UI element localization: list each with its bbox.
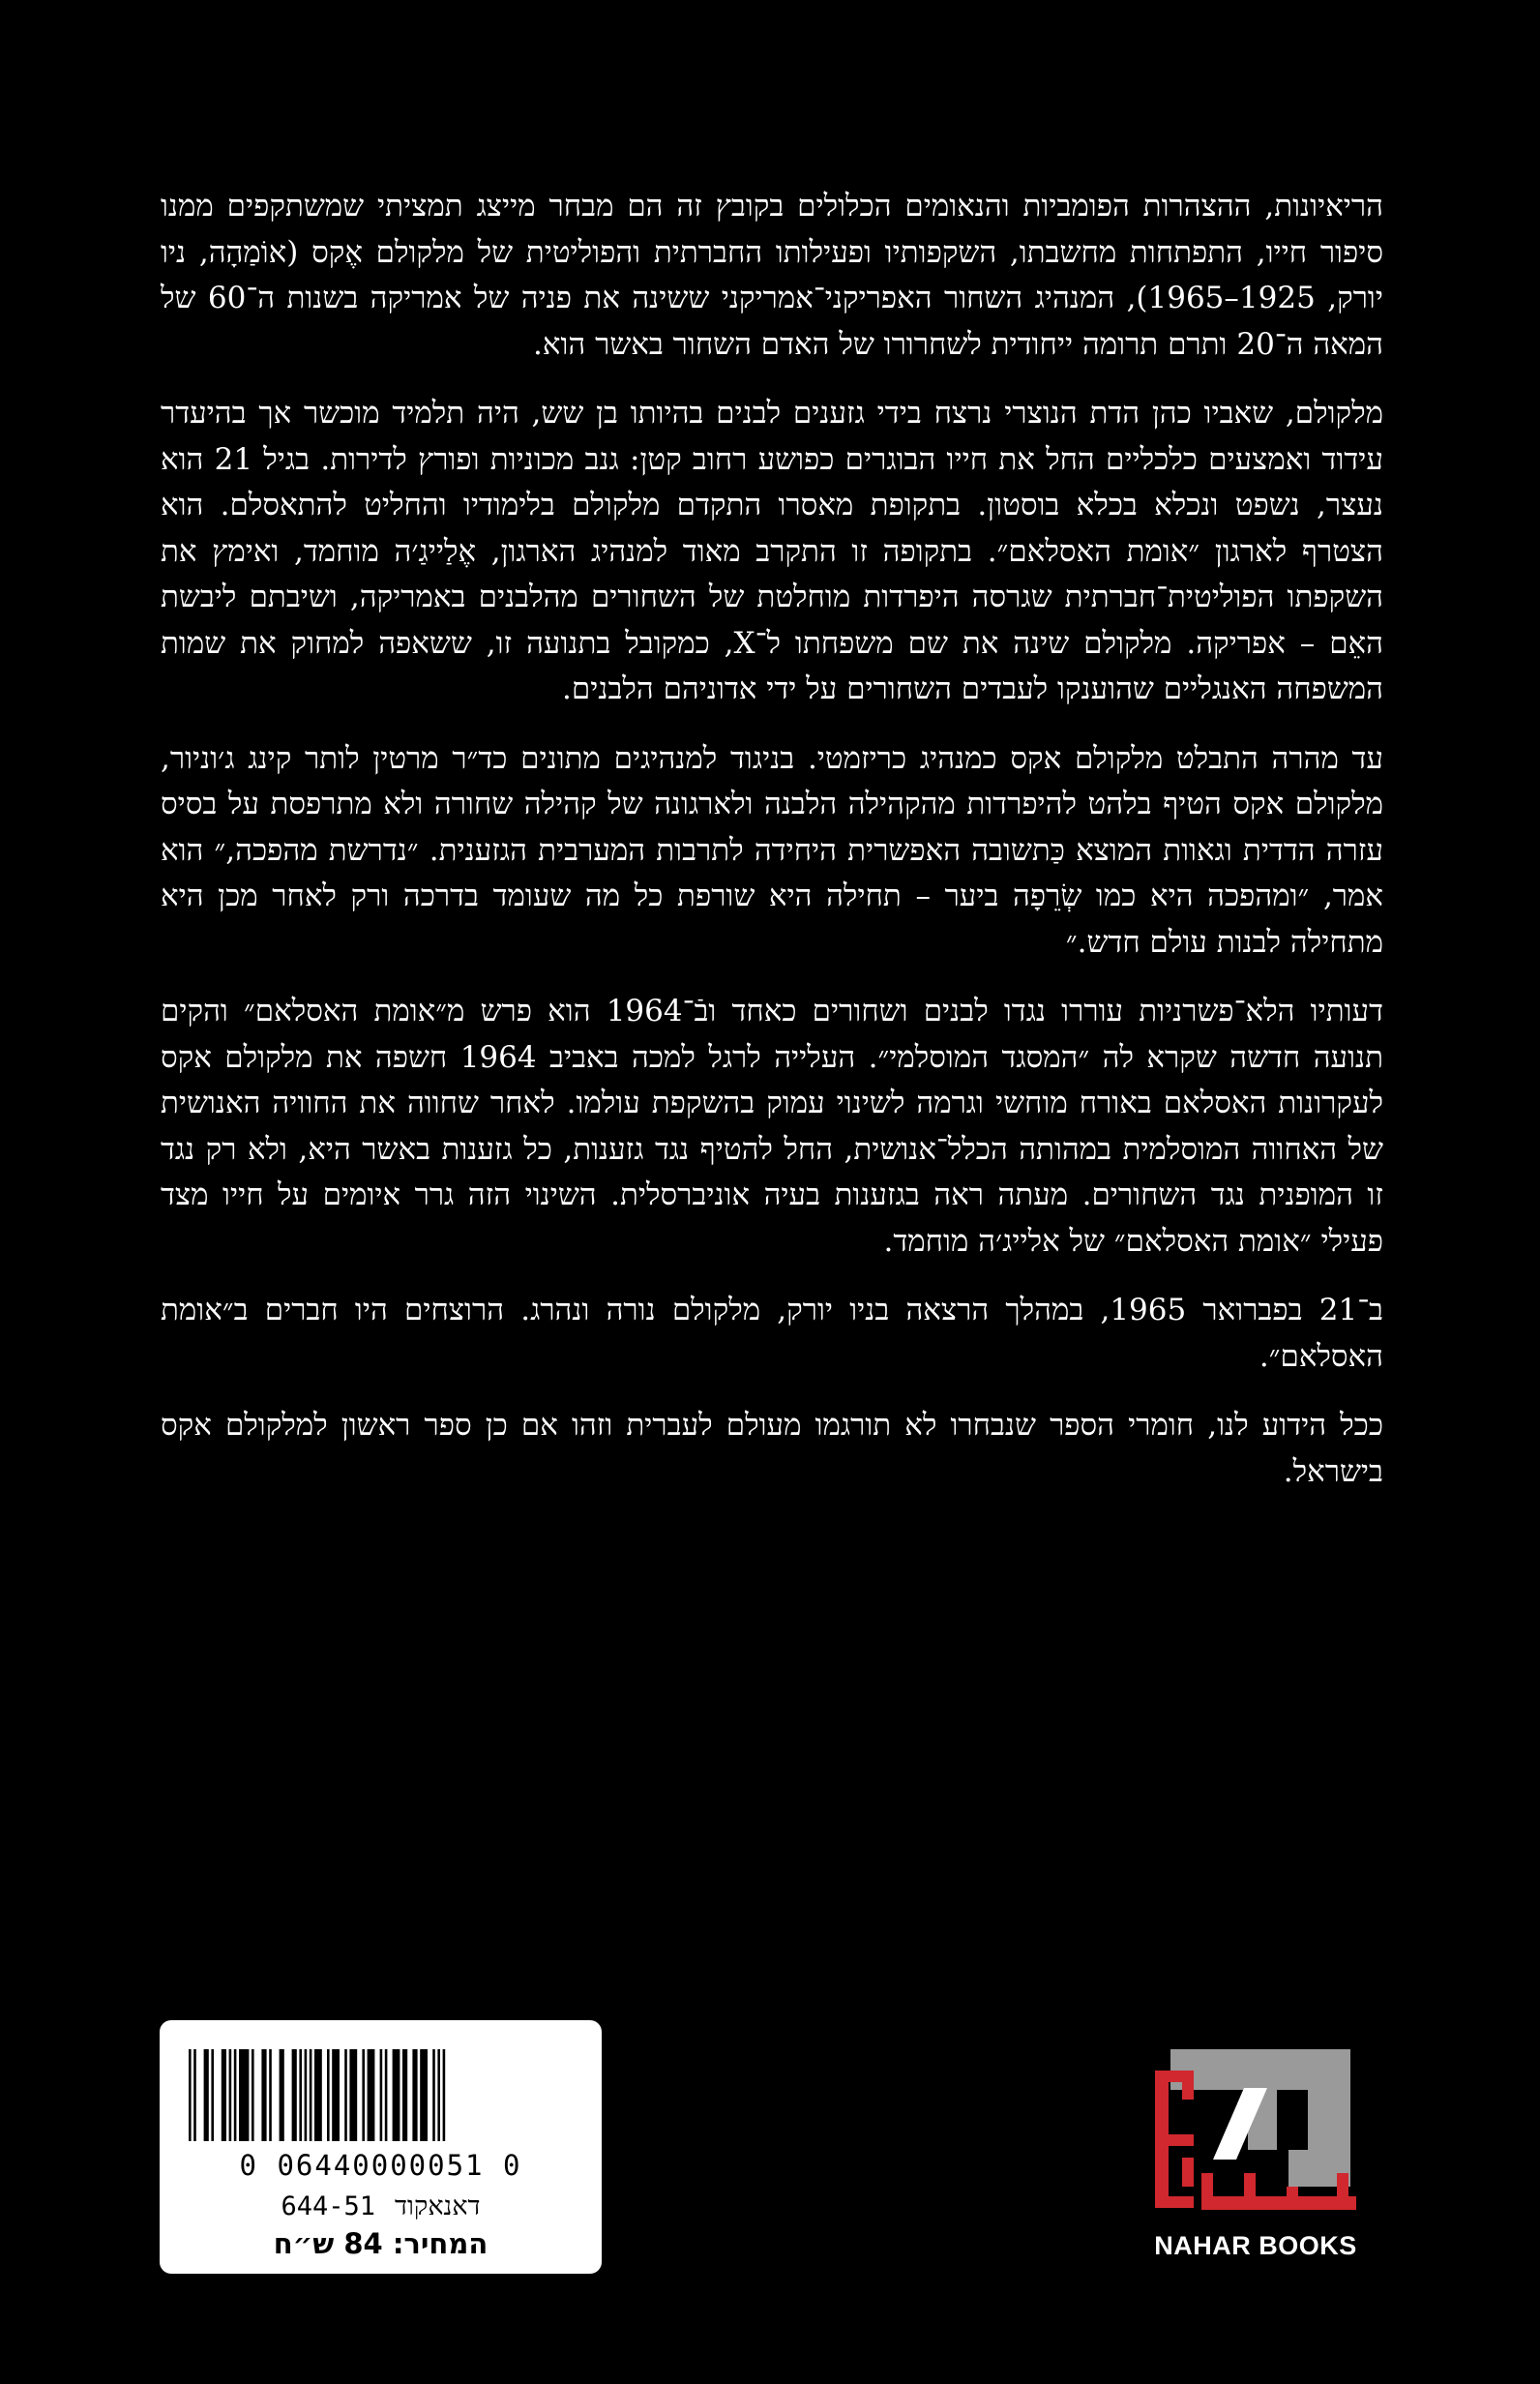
paragraph-transformation: דעותיו הלא־פשרניות עוררו נגדו לבנים ושחורים כאחד ובֿ־1964 הוא פרש מ״אומת האסלאם״ והקים תנועה חדשה שקרא לה ״המסגד המוסלמי״. העלייה לרגל למכה באביב 1964 חשפה את מלקולם אקס לעקרונות האסלאם באורח מוחשי וגרמה לשינוי עמוק בהשקפת עולמו. לאחר שחווה את החוויה האנושית של האחווה המוסלמית במהותה הכלל־אנושית, החל להטיף נגד גזענות, כל גזענות באשר היא, ולא רק נגד זו המופנית נגד השחורים. מעתה ראה בגזענות בעיה אוניברסלית. השינוי הזה גרר איומים על חייו מצד פעילי ״אומת האסלאם״ של אלייג׳ה מוחמד. bbox=[161, 994, 1383, 1259]
barcode-number: 0 06440000051 0 bbox=[239, 2149, 522, 2182]
paragraph-closing: ככל הידוע לנו, חומרי הספר שנבחרו לא תורגמו מעולם לעברית וזהו אם כן ספר ראשון למלקולם אקס בישראל. bbox=[161, 1408, 1383, 1489]
price-label: המחיר: 84 ש״ח bbox=[273, 2227, 489, 2260]
product-code-value: 644-51 bbox=[281, 2191, 376, 2221]
publisher-name: NAHAR BOOKS bbox=[1154, 2231, 1357, 2260]
product-code-label: דאנאקוד bbox=[395, 2191, 481, 2221]
paragraph-assassination: ב־21 בפברואר 1965, במהלך הרצאה בניו יורק, מלקולם נורה ונהרג. הרוצחים היו חברים ב״אומת האסלאם״. bbox=[161, 1293, 1383, 1374]
publisher-logo bbox=[1143, 2041, 1368, 2274]
paragraph-leadership: עד מהרה התבלט מלקולם אקס כמנהיג כריזמטי. בניגוד למנהיגים מתונים כד״ר מרטין לותר קינג ג׳וניור, מלקולם אקס הטיף בלהט להיפרדות מהקהילה הלבנה ולארגונה של קהילה שחורה ולא מתרפסת על בסיס עזרה הדדית וגאוות המוצא כַּתשובה האפשרית היחידה לתרבות המערבית הגזענית. ״נדרשת מהפכה,״ הוא אמר, ״ומהפכה היא כמו שְׂרֵפָה ביער – תחילה היא שורפת כל מה שעומד בדרכה ורק לאחר מכן היא מתחילה לבנות עולם חדש.״ bbox=[161, 740, 1383, 960]
nahar-logo-icon bbox=[1143, 2041, 1368, 2225]
back-cover-text bbox=[161, 184, 1383, 1518]
paragraph-early-life: מלקולם, שאביו כהן הדת הנוצרי נרצח בידי גזענים לבנים בהיותו בן שש, היה תלמיד מוכשר אך בהיעדר עידוד ואמצעים כלכליים החל את חייו הבוגרים כפושע רחוב קטן: גנב מכוניות ופורץ לדירות. בגיל 21 הוא נעצר, נשפט ונכלא בכלא בוסטון. בתקופת מאסרו התקדם מלקולם בלימודיו והחליט להתאסלם. הוא הצטרף לארגון ״אומת האסלאם״. בתקופה זו התקרב מאוד למנהיג הארגון, אֶלַייגַ׳ה מוחמד, ואימץ את השקפתו הפוליטית־חברתית שגרסה היפרדות מוחלטת של השחורים מהלבנים באמריקה, ושיבתם ליבשת האֵם – אפריקה. מלקולם שינה את שם משפחתו ל־X, כמקובל בתנועה זו, ששאפה למחוק את שמות המשפחה האנגליים שהוענקו לעבדים השחורים על ידי אדוניהם הלבנים. bbox=[161, 396, 1383, 706]
paragraph-intro: הריאיונות, ההצהרות הפומביות והנאומים הכלולים בקובץ זה הם מבחר מייצג תמציתי שמשתקפים ממנו סיפור חייו, התפתחות מחשבתו, השקפותיו ופעילותו החברתית והפוליטית של מלקולם אֶקס (אוֹמַהָה, ניו יורק, 1925–1965), המנהיג השחור האפריקני־אמריקני ששינה את פניה של אמריקה בשנות ה־60 של המאה ה־20 ותרם תרומה ייחודית לשחרורו של האדם השחור באשר הוא. bbox=[161, 189, 1383, 362]
barcode-icon bbox=[181, 2049, 580, 2141]
product-code bbox=[160, 2191, 602, 2221]
barcode-sticker bbox=[160, 2020, 602, 2274]
